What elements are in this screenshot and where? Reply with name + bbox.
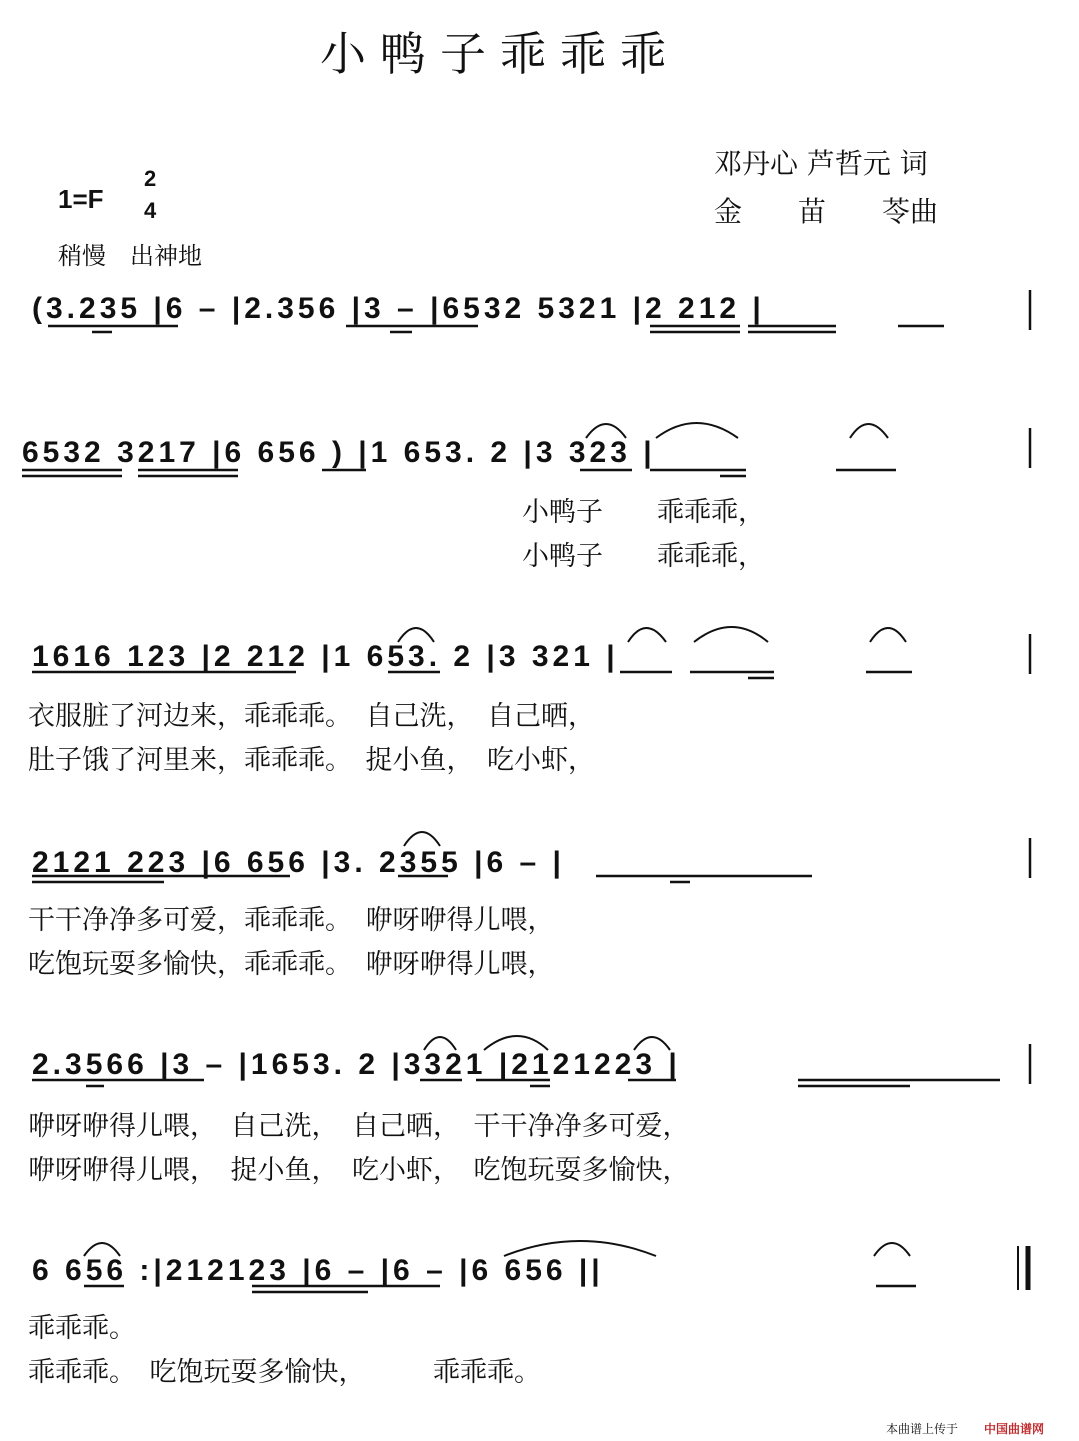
system-4-notes: 2121 223 |6 656 |3. 2355 |6 – | xyxy=(32,846,565,879)
system-3-lyrics-verse-1: 衣服脏了河边来，乖乖乖。 自己洗， 自己晒， xyxy=(28,701,595,732)
time-signature-bottom: 4 xyxy=(144,198,157,223)
composer-credit: 金 苗 苓曲 xyxy=(714,195,939,228)
tie xyxy=(656,423,738,438)
slur xyxy=(586,424,626,438)
slur xyxy=(634,1037,670,1050)
system-6-notes: 6 656 :|212123 |6 – |6 – |6 656 || xyxy=(32,1254,604,1287)
tie xyxy=(484,1036,548,1050)
system-6-lyrics-verse-1: 乖乖乖。 xyxy=(28,1313,136,1344)
tempo-marking: 稍慢 出神地 xyxy=(58,242,202,270)
system-4-lyrics-verse-2: 吃饱玩耍多愉快，乖乖乖。 咿呀咿得儿喂， xyxy=(28,949,555,980)
slur xyxy=(628,628,666,642)
tie xyxy=(694,627,768,642)
system-5-lyrics-verse-2: 咿呀咿得儿喂， 捉小鱼， 吃小虾， 吃饱玩耍多愉快， xyxy=(28,1155,690,1186)
slur xyxy=(424,1037,456,1050)
slur xyxy=(874,1243,910,1256)
site-logo: 中国曲谱网 xyxy=(984,1422,1045,1436)
system-3-notes: 1616 123 |2 212 |1 653. 2 |3 321 | xyxy=(32,640,619,673)
system-2-lyrics-verse-1: 小鸭子 乖乖乖， xyxy=(522,497,765,528)
slur xyxy=(870,628,906,642)
slur xyxy=(404,832,440,846)
system-1-notes: (3.235 |6 – |2.356 |3 – |6532 5321 |2 212 | xyxy=(32,292,765,325)
key-signature: 1=F xyxy=(58,184,104,214)
system-3-lyrics-verse-2: 肚子饿了河里来，乖乖乖。 捉小鱼， 吃小虾， xyxy=(28,745,595,776)
time-signature-top: 2 xyxy=(144,166,157,191)
system-2-lyrics-verse-2: 小鸭子 乖乖乖， xyxy=(522,541,765,572)
slur xyxy=(850,424,888,438)
song-title: 小鸭子乖乖乖 xyxy=(320,27,680,81)
lyricist-credit: 邓丹心 芦哲元 词 xyxy=(714,147,928,180)
system-5-lyrics-verse-1: 咿呀咿得儿喂， 自己洗， 自己晒， 干干净净多可爱， xyxy=(28,1111,690,1142)
tie xyxy=(504,1241,656,1256)
slur xyxy=(84,1243,120,1256)
system-5-notes: 2.3566 |3 – |1653. 2 |3321 |2121223 | xyxy=(32,1048,681,1081)
slur xyxy=(398,628,434,642)
system-6-lyrics-verse-2: 乖乖乖。 吃饱玩耍多愉快， 乖乖乖。 xyxy=(28,1357,541,1388)
system-2-notes: 6532 3217 |6 656 ) |1 653. 2 |3 323 | xyxy=(22,436,656,469)
system-4-lyrics-verse-1: 干干净净多可爱，乖乖乖。 咿呀咿得儿喂， xyxy=(28,905,555,936)
footer-upload-note: 本曲谱上传于 xyxy=(886,1422,959,1436)
